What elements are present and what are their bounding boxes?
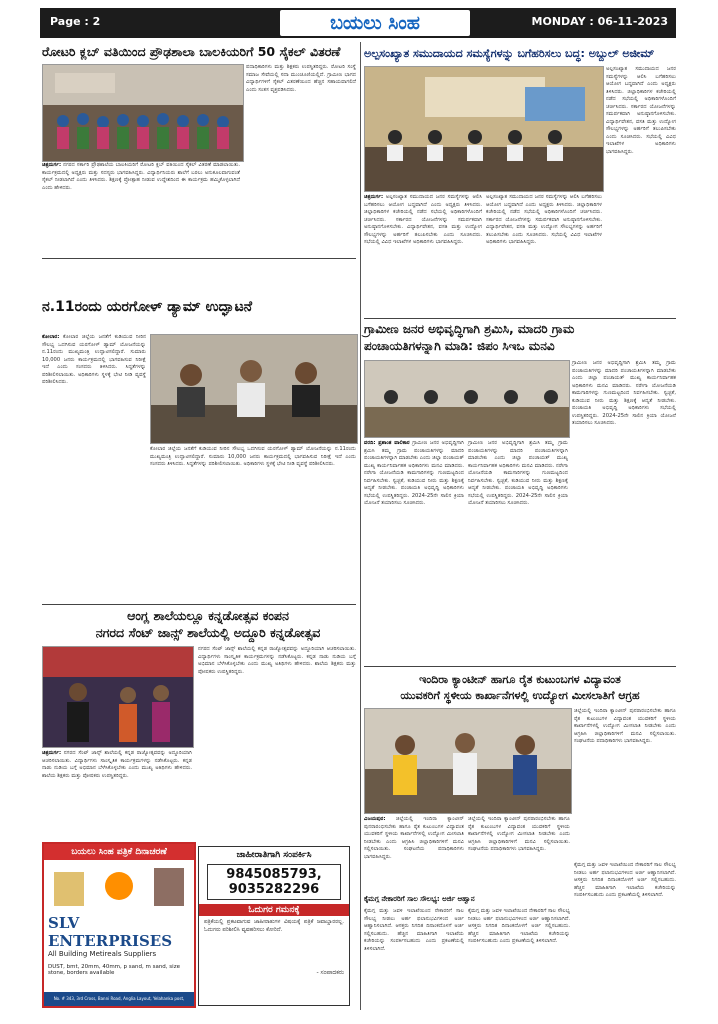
article-body-minority-right: ಅಲ್ಪಸಂಖ್ಯಾತ ಸಮುದಾಯದ ಜನರ ಸಮಸ್ಯೆಗಳನ್ನು ಆಲಿಸಿ ಬಗೆಹರಿಸಲು ಆಯೋಗ ಬದ್ಧವಾಗಿದೆ ಎಂದು ಅಧ್ಯಕ್ಷರು ತಿಳಿಸಿದರು. ಜಿಲ್ಲಾಧಿಕಾರಿಗಳ ಕಚೇರಿಯಲ್ಲಿ ನಡೆದ ಸಭೆಯಲ್ಲಿ ಅಧಿಕಾರಿಗಳೊಂದಿಗೆ ಚರ್ಚಿಸಿದರು. ಸರ್ಕಾರದ ಯೋಜನೆಗಳನ್ನು ಸಮರ್ಪಕವಾಗಿ ಅನುಷ್ಠಾನಗೊಳಿಸಬೇಕು. ವಿದ್ಯಾರ್ಥಿವೇತನ, ವಸತಿ ಮತ್ತು ಉದ್ಯೋಗ ಸೌಲಭ್ಯಗಳನ್ನು ಅರ್ಹರಿಗೆ ತಲುಪಿಸಬೇಕು ಎಂದು ಸೂಚಿಸಿದರು. ಸಭೆಯಲ್ಲಿ ವಿವಿಧ ಇಲಾಖೆಗಳ ಅಧಿಕಾರಿಗಳು ಭಾಗವಹಿಸಿದ್ದರು. [606, 66, 676, 155]
article-body-kannada-fest: ಚಿತ್ರದುರ್ಗ: ನಗರದ ಸೆಂಟ್ ಜಾನ್ಸ್ ಶಾಲೆಯಲ್ಲಿ ಕನ್ನಡ ರಾಜ್ಯೋತ್ಸವವನ್ನು ಅದ್ದೂರಿಯಾಗಿ ಆಚರಿಸಲಾಯಿತು. ವಿದ್ಯಾರ್ಥಿಗಳು ಸಾಂಸ್ಕೃತಿಕ ಕಾರ್ಯಕ್ರಮಗಳನ್ನು ನಡೆಸಿಕೊಟ್ಟರು. ಕನ್ನಡ ನಾಡು ನುಡಿಯ ಬಗ್ಗೆ ಅಭಿಮಾನ ಬೆಳೆಸಿಕೊಳ್ಳಬೇಕು ಎಂದು ಮುಖ್ಯ ಅತಿಥಿಗಳು ಹೇಳಿದರು. ಶಾಲೆಯ ಶಿಕ್ಷಕರು ಮತ್ತು ಪೋಷಕರು ಉಪಸ್ಥಿತರಿದ್ದರು. [42, 750, 192, 779]
article-photo-kannada-fest [42, 646, 194, 748]
dateline: ಚಿತ್ರದುರ್ಗ: [42, 162, 62, 168]
ad-items: DUST, bmt, 20mm, 40mm, p sand, m sand, size stone, borders available [48, 964, 180, 976]
photo-meeting [151, 335, 357, 443]
ad-slv-enterprises [42, 842, 196, 1015]
article-body-canteen-right: ಜಿಲ್ಲೆಯಲ್ಲಿ ಇಂದಿರಾ ಕ್ಯಾಂಟೀನ್ ಪುನರಾರಂಭಿಸಬೇಕು ಹಾಗೂ ರೈತ ಕುಟುಂಬಗಳ ವಿದ್ಯಾವಂತ ಯುವಕರಿಗೆ ಸ್ಥಳೀಯ ಕಾರ್ಖಾನೆಗಳಲ್ಲಿ ಉದ್ಯೋಗ ಮೀಸಲಾತಿ ನೀಡಬೇಕು ಎಂದು ಆಗ್ರಹಿಸಿ ಜಿಲ್ಲಾಧಿಕಾರಿಗಳಿಗೆ ಮನವಿ ಸಲ್ಲಿಸಲಾಯಿತು. ಸಂಘಟನೆಯ ಪದಾಧಿಕಾರಿಗಳು ಭಾಗವಹಿಸಿದ್ದರು. [574, 708, 676, 744]
article-photo-rural [364, 360, 570, 438]
photo-meeting-hall [365, 361, 569, 437]
ad-building-icon [44, 862, 194, 912]
photo-memorandum [365, 709, 571, 813]
ad-address: No. # 343, 3rd Cross, Banni Road, Anglia Layout, Yelahanka post, Bangalore [44, 992, 194, 1006]
article-body-rotary-left: ಚಿತ್ರದುರ್ಗ: ನಗರದ ಸರ್ಕಾರಿ ಪ್ರೌಢಶಾಲೆಯ ಬಾಲಕಿಯರಿಗೆ ರೋಟರಿ ಕ್ಲಬ್ ವತಿಯಿಂದ ಸೈಕಲ್ ವಿತರಣೆ ಮಾಡಲಾಯಿತು. ಕಾರ್ಯಕ್ರಮದಲ್ಲಿ ಅಧ್ಯಕ್ಷರು ಮತ್ತು ಸದಸ್ಯರು ಭಾಗವಹಿಸಿದ್ದರು. ವಿದ್ಯಾರ್ಥಿನಿಯರು ಶಾಲೆಗೆ ಬರಲು ಅನುಕೂಲವಾಗುವಂತೆ ಸೈಕಲ್ ನೀಡಲಾಗಿದೆ ಎಂದು ತಿಳಿಸಿದರು. ಶಿಕ್ಷಣಕ್ಕೆ ಪ್ರೋತ್ಸಾಹ ನೀಡುವ ಉದ್ದೇಶದಿಂದ ಈ ಕಾರ್ಯಕ್ರಮ ಹಮ್ಮಿಕೊಳ್ಳಲಾಗಿದೆ ಎಂದು ಹೇಳಿದರು. [42, 162, 240, 191]
article-body-rural-left: ವರದಿ: ಪ್ರಶಾಂತ ವಾಲಿಕಾರ ಗ್ರಾಮೀಣ ಜನರ ಅಭಿವೃದ್ಧಿಗಾಗಿ ಶ್ರಮಿಸಿ ತಮ್ಮ ಗ್ರಾಮ ಪಂಚಾಯತಿಗಳನ್ನು ಮಾದರಿ ಪಂಚಾಯತಿಗಳನ್ನಾಗಿ ಮಾಡಬೇಕು ಎಂದು ಜಿಲ್ಲಾ ಪಂಚಾಯತ್ ಮುಖ್ಯ ಕಾರ್ಯನಿರ್ವಾಹಕ ಅಧಿಕಾರಿಗಳು ಮನವಿ ಮಾಡಿದರು. ನರೇಗಾ ಯೋಜನೆಯಡಿ ಕಾಮಗಾರಿಗಳನ್ನು ಗುಣಮಟ್ಟದಿಂದ ನಿರ್ವಹಿಸಬೇಕು. ಸ್ವಚ್ಛತೆ, ಕುಡಿಯುವ ನೀರು ಮತ್ತು ಶಿಕ್ಷಣಕ್ಕೆ ಆದ್ಯತೆ ನೀಡಬೇಕು. ಪಂಚಾಯತಿ ಅಭಿವೃದ್ಧಿ ಅಧಿಕಾರಿಗಳು ಸಭೆಯಲ್ಲಿ ಉಪಸ್ಥಿತರಿದ್ದರು. 2024-25ನೇ ಸಾಲಿನ ಕ್ರಿಯಾ ಯೋಜನೆ ತಯಾರಿಸಲು ಸೂಚಿಸಿದರು. [364, 440, 465, 506]
article-subheadline-canteen: ಯುವಕರಿಗೆ ಸ್ಥಳೀಯ ಕಾರ್ಖಾನೆಗಳಲ್ಲಿ ಉದ್ಯೋಗ ಮೀಸಲಾತಿಗೆ ಆಗ್ರಹ [400, 689, 640, 702]
article-photo-canteen [364, 708, 572, 814]
article-body-weavers-left: ಕೈಮಗ್ಗ ಮತ್ತು ಜವಳಿ ಇಲಾಖೆಯಿಂದ ನೇಕಾರರಿಗೆ ಸಾಲ ಸೌಲಭ್ಯ ನೀಡಲು ಅರ್ಹ ಫಲಾನುಭವಿಗಳಿಂದ ಅರ್ಜಿ ಆಹ್ವಾನಿಸಲಾಗಿದೆ. ಆಸಕ್ತರು ನಿಗದಿತ ದಿನಾಂಕದೊಳಗೆ ಅರ್ಜಿ ಸಲ್ಲಿಸಬಹುದು. ಹೆಚ್ಚಿನ ಮಾಹಿತಿಗಾಗಿ ಇಲಾಖೆಯ ಕಚೇರಿಯನ್ನು ಸಂಪರ್ಕಿಸಬಹುದು ಎಂದು ಪ್ರಕಟಣೆಯಲ್ಲಿ ತಿಳಿಸಲಾಗಿದೆ. [364, 908, 464, 952]
article-photo-rotary [42, 64, 244, 162]
photo-group-students [43, 65, 243, 161]
ad-contact-title: ಜಾಹೀರಾತಿಗಾಗಿ ಸಂಪರ್ಕಿಸಿ [236, 850, 312, 860]
article-headline-canteen: ಇಂದಿರಾ ಕ್ಯಾಂಟೀನ್ ಹಾಗೂ ರೈತ ಕುಟುಂಬಗಳ ವಿದ್ಯಾವಂತ [419, 673, 621, 686]
divider [42, 258, 356, 259]
article-subheadline-rural: ಪಂಚಾಯತಿಗಳನ್ನಾಗಿ ಮಾಡಿ: ಜಿಪಂ ಸಿಇಒ ಮನವಿ [364, 339, 555, 353]
article-body-kannada-fest-cont: ನಗರದ ಸೆಂಟ್ ಜಾನ್ಸ್ ಶಾಲೆಯಲ್ಲಿ ಕನ್ನಡ ರಾಜ್ಯೋತ್ಸವವನ್ನು ಅದ್ದೂರಿಯಾಗಿ ಆಚರಿಸಲಾಯಿತು. ವಿದ್ಯಾರ್ಥಿಗಳು ಸಾಂಸ್ಕೃತಿಕ ಕಾರ್ಯಕ್ರಮಗಳನ್ನು ನಡೆಸಿಕೊಟ್ಟರು. ಕನ್ನಡ ನಾಡು ನುಡಿಯ ಬಗ್ಗೆ ಅಭಿಮಾನ ಬೆಳೆಸಿಕೊಳ್ಳಬೇಕು ಎಂದು ಮುಖ್ಯ ಅತಿಥಿಗಳು ಹೇಳಿದರು. ಶಾಲೆಯ ಶಿಕ್ಷಕರು ಮತ್ತು ಪೋಷಕರು ಉಪಸ್ಥಿತರಿದ್ದರು. [198, 646, 356, 675]
ad-banner: ಬಯಲು ಸಿಂಹ ಪತ್ರಿಕೆ ದಿನಾಚರಣೆ [44, 844, 194, 860]
notice-sign: - ಸಂಪಾದಕರು [316, 969, 344, 976]
notice-body: ಪತ್ರಿಕೆಯಲ್ಲಿ ಪ್ರಕಟವಾಗುವ ಜಾಹೀರಾತುಗಳ ವಿಷಯಕ್ಕೆ ಪತ್ರಿಕೆ ಜವಾಬ್ದಾರರಲ್ಲ. ಓದುಗರು ಪರಿಶೀಲಿಸಿ ವ್ಯವಹರಿಸಲು ಕೋರಿದೆ. [204, 919, 344, 933]
notice-title: ಓದುಗರ ಗಮನಕ್ಕೆ [199, 904, 349, 916]
article-headline-weavers: ಕೈಮಗ್ಗ ನೇಕಾರರಿಗೆ ಸಾಲ ಸೌಲಭ್ಯ: ಅರ್ಜಿ ಆಹ್ವಾನ [364, 895, 475, 903]
dateline: ವಿಜಯಪುರ: [364, 816, 386, 822]
dateline: ವರದಿ: ಪ್ರಶಾಂತ ವಾಲಿಕಾರ [364, 440, 410, 446]
article-body-rural-right: ಗ್ರಾಮೀಣ ಜನರ ಅಭಿವೃದ್ಧಿಗಾಗಿ ಶ್ರಮಿಸಿ ತಮ್ಮ ಗ್ರಾಮ ಪಂಚಾಯತಿಗಳನ್ನು ಮಾದರಿ ಪಂಚಾಯತಿಗಳನ್ನಾಗಿ ಮಾಡಬೇಕು ಎಂದು ಜಿಲ್ಲಾ ಪಂಚಾಯತ್ ಮುಖ್ಯ ಕಾರ್ಯನಿರ್ವಾಹಕ ಅಧಿಕಾರಿಗಳು ಮನವಿ ಮಾಡಿದರು. ನರೇಗಾ ಯೋಜನೆಯಡಿ ಕಾಮಗಾರಿಗಳನ್ನು ಗುಣಮಟ್ಟದಿಂದ ನಿರ್ವಹಿಸಬೇಕು. ಸ್ವಚ್ಛತೆ, ಕುಡಿಯುವ ನೀರು ಮತ್ತು ಶಿಕ್ಷಣಕ್ಕೆ ಆದ್ಯತೆ ನೀಡಬೇಕು. ಪಂಚಾಯತಿ ಅಭಿವೃದ್ಧಿ ಅಧಿಕಾರಿಗಳು ಸಭೆಯಲ್ಲಿ ಉಪಸ್ಥಿತರಿದ್ದರು. 2024-25ನೇ ಸಾಲಿನ ಕ್ರಿಯಾ ಯೋಜನೆ ತಯಾರಿಸಲು ಸೂಚಿಸಿದರು. [572, 360, 676, 426]
ad-contact-phone: 9845085793, 9035282296 [207, 864, 341, 900]
article-body-canteen-left: ವಿಜಯಪುರ: ಜಿಲ್ಲೆಯಲ್ಲಿ ಇಂದಿರಾ ಕ್ಯಾಂಟೀನ್ ಪುನರಾರಂಭಿಸಬೇಕು ಹಾಗೂ ರೈತ ಕುಟುಂಬಗಳ ವಿದ್ಯಾವಂತ ಯುವಕರಿಗೆ ಸ್ಥಳೀಯ ಕಾರ್ಖಾನೆಗಳಲ್ಲಿ ಉದ್ಯೋಗ ಮೀಸಲಾತಿ ನೀಡಬೇಕು ಎಂದು ಆಗ್ರಹಿಸಿ ಜಿಲ್ಲಾಧಿಕಾರಿಗಳಿಗೆ ಮನವಿ ಸಲ್ಲಿಸಲಾಯಿತು. ಸಂಘಟನೆಯ ಪದಾಧಿಕಾರಿಗಳು ಭಾಗವಹಿಸಿದ್ದರು. [364, 816, 465, 860]
article-photo-minority [364, 66, 604, 192]
article-body-rural-mid: ಗ್ರಾಮೀಣ ಜನರ ಅಭಿವೃದ್ಧಿಗಾಗಿ ಶ್ರಮಿಸಿ ತಮ್ಮ ಗ್ರಾಮ ಪಂಚಾಯತಿಗಳನ್ನು ಮಾದರಿ ಪಂಚಾಯತಿಗಳನ್ನಾಗಿ ಮಾಡಬೇಕು ಎಂದು ಜಿಲ್ಲಾ ಪಂಚಾಯತ್ ಮುಖ್ಯ ಕಾರ್ಯನಿರ್ವಾಹಕ ಅಧಿಕಾರಿಗಳು ಮನವಿ ಮಾಡಿದರು. ನರೇಗಾ ಯೋಜನೆಯಡಿ ಕಾಮಗಾರಿಗಳನ್ನು ಗುಣಮಟ್ಟದಿಂದ ನಿರ್ವಹಿಸಬೇಕು. ಸ್ವಚ್ಛತೆ, ಕುಡಿಯುವ ನೀರು ಮತ್ತು ಶಿಕ್ಷಣಕ್ಕೆ ಆದ್ಯತೆ ನೀಡಬೇಕು. ಪಂಚಾಯತಿ ಅಭಿವೃದ್ಧಿ ಅಧಿಕಾರಿಗಳು ಸಭೆಯಲ್ಲಿ ಉಪಸ್ಥಿತರಿದ್ದರು. 2024-25ನೇ ಸಾಲಿನ ಕ್ರಿಯಾ ಯೋಜನೆ ತಯಾರಿಸಲು ಸೂಚಿಸಿದರು. [468, 440, 568, 506]
page-header [40, 8, 676, 38]
article-subheadline-kannada-fest: ನಗರದ ಸೆಂಟ್ ಜಾನ್ಸ್ ಶಾಲೆಯಲ್ಲಿ ಅದ್ದೂರಿ ಕನ್ನಡೋತ್ಸವ [95, 625, 321, 640]
article-body-weavers-right: ಕೈಮಗ್ಗ ಮತ್ತು ಜವಳಿ ಇಲಾಖೆಯಿಂದ ನೇಕಾರರಿಗೆ ಸಾಲ ಸೌಲಭ್ಯ ನೀಡಲು ಅರ್ಹ ಫಲಾನುಭವಿಗಳಿಂದ ಅರ್ಜಿ ಆಹ್ವಾನಿಸಲಾಗಿದೆ. ಆಸಕ್ತರು ನಿಗದಿತ ದಿನಾಂಕದೊಳಗೆ ಅರ್ಜಿ ಸಲ್ಲಿಸಬಹುದು. ಹೆಚ್ಚಿನ ಮಾಹಿತಿಗಾಗಿ ಇಲಾಖೆಯ ಕಚೇರಿಯನ್ನು ಸಂಪರ್ಕಿಸಬಹುದು ಎಂದು ಪ್ರಕಟಣೆಯಲ್ಲಿ ತಿಳಿಸಲಾಗಿದೆ. [574, 862, 676, 898]
column-divider [360, 42, 361, 1010]
article-headline-kannada-fest: ಆಂಗ್ಲ ಶಾಲೆಯಲ್ಲೂ ಕನ್ನಡೋತ್ಸವ ಕಂಪನ [127, 608, 289, 623]
article-body-weavers-mid: ಕೈಮಗ್ಗ ಮತ್ತು ಜವಳಿ ಇಲಾಖೆಯಿಂದ ನೇಕಾರರಿಗೆ ಸಾಲ ಸೌಲಭ್ಯ ನೀಡಲು ಅರ್ಹ ಫಲಾನುಭವಿಗಳಿಂದ ಅರ್ಜಿ ಆಹ್ವಾನಿಸಲಾಗಿದೆ. ಆಸಕ್ತರು ನಿಗದಿತ ದಿನಾಂಕದೊಳಗೆ ಅರ್ಜಿ ಸಲ್ಲಿಸಬಹುದು. ಹೆಚ್ಚಿನ ಮಾಹಿತಿಗಾಗಿ ಇಲಾಖೆಯ ಕಚೇರಿಯನ್ನು ಸಂಪರ್ಕಿಸಬಹುದು ಎಂದು ಪ್ರಕಟಣೆಯಲ್ಲಿ ತಿಳಿಸಲಾಗಿದೆ. [468, 908, 570, 944]
article-body-minority-mid: ಅಲ್ಪಸಂಖ್ಯಾತ ಸಮುದಾಯದ ಜನರ ಸಮಸ್ಯೆಗಳನ್ನು ಆಲಿಸಿ ಬಗೆಹರಿಸಲು ಆಯೋಗ ಬದ್ಧವಾಗಿದೆ ಎಂದು ಅಧ್ಯಕ್ಷರು ತಿಳಿಸಿದರು. ಜಿಲ್ಲಾಧಿಕಾರಿಗಳ ಕಚೇರಿಯಲ್ಲಿ ನಡೆದ ಸಭೆಯಲ್ಲಿ ಅಧಿಕಾರಿಗಳೊಂದಿಗೆ ಚರ್ಚಿಸಿದರು. ಸರ್ಕಾರದ ಯೋಜನೆಗಳನ್ನು ಸಮರ್ಪಕವಾಗಿ ಅನುಷ್ಠಾನಗೊಳಿಸಬೇಕು. ವಿದ್ಯಾರ್ಥಿವೇತನ, ವಸತಿ ಮತ್ತು ಉದ್ಯೋಗ ಸೌಲಭ್ಯಗಳನ್ನು ಅರ್ಹರಿಗೆ ತಲುಪಿಸಬೇಕು ಎಂದು ಸೂಚಿಸಿದರು. ಸಭೆಯಲ್ಲಿ ವಿವಿಧ ಇಲಾಖೆಗಳ ಅಧಿಕಾರಿಗಳು ಭಾಗವಹಿಸಿದ್ದರು. [486, 194, 602, 245]
masthead: ಬಯಲು ಸಿಂಹ [280, 10, 470, 36]
article-headline-dam: ನ.11ರಂದು ಯರಗೋಳ್ ಡ್ಯಾಮ್ ಉದ್ಘಾಟನೆ [42, 299, 253, 315]
ad-contact-box [198, 846, 350, 1006]
article-body-minority-left: ಚಿತ್ರದುರ್ಗ: ಅಲ್ಪಸಂಖ್ಯಾತ ಸಮುದಾಯದ ಜನರ ಸಮಸ್ಯೆಗಳನ್ನು ಆಲಿಸಿ ಬಗೆಹರಿಸಲು ಆಯೋಗ ಬದ್ಧವಾಗಿದೆ ಎಂದು ಅಧ್ಯಕ್ಷರು ತಿಳಿಸಿದರು. ಜಿಲ್ಲಾಧಿಕಾರಿಗಳ ಕಚೇರಿಯಲ್ಲಿ ನಡೆದ ಸಭೆಯಲ್ಲಿ ಅಧಿಕಾರಿಗಳೊಂದಿಗೆ ಚರ್ಚಿಸಿದರು. ಸರ್ಕಾರದ ಯೋಜನೆಗಳನ್ನು ಸಮರ್ಪಕವಾಗಿ ಅನುಷ್ಠಾನಗೊಳಿಸಬೇಕು. ವಿದ್ಯಾರ್ಥಿವೇತನ, ವಸತಿ ಮತ್ತು ಉದ್ಯೋಗ ಸೌಲಭ್ಯಗಳನ್ನು ಅರ್ಹರಿಗೆ ತಲುಪಿಸಬೇಕು ಎಂದು ಸೂಚಿಸಿದರು. ಸಭೆಯಲ್ಲಿ ವಿವಿಧ ಇಲಾಖೆಗಳ ಅಧಿಕಾರಿಗಳು ಭಾಗವಹಿಸಿದ್ದರು. [364, 194, 482, 245]
dateline: ಕೋಲಾರ: [42, 334, 60, 340]
article-body-dam: ಕೋಲಾರ: ಕೋಲಾರ ಜಿಲ್ಲೆಯ ಜನತೆಗೆ ಕುಡಿಯುವ ನೀರಿನ ಸೌಲಭ್ಯ ಒದಗಿಸುವ ಯರಗೋಳ್ ಡ್ಯಾಮ್ ಯೋಜನೆಯನ್ನು ನ.11ರಂದು ಮುಖ್ಯಮಂತ್ರಿ ಉದ್ಘಾಟಿಸಲಿದ್ದಾರೆ. ಸುಮಾರು 10,000 ಜನರು ಕಾರ್ಯಕ್ರಮದಲ್ಲಿ ಭಾಗವಹಿಸುವ ನಿರೀಕ್ಷೆ ಇದೆ ಎಂದು ಸಂಸದರು ತಿಳಿಸಿದರು. ಸಿದ್ಧತೆಗಳನ್ನು ಪರಿಶೀಲಿಸಲಾಯಿತು. ಅಧಿಕಾರಿಗಳು ಸ್ಥಳಕ್ಕೆ ಭೇಟಿ ನೀಡಿ ವ್ಯವಸ್ಥೆ ಪರಿಶೀಲಿಸಿದರು. [42, 334, 146, 385]
photo-stage [43, 647, 193, 747]
article-body-dam-cont: ಕೋಲಾರ ಜಿಲ್ಲೆಯ ಜನತೆಗೆ ಕುಡಿಯುವ ನೀರಿನ ಸೌಲಭ್ಯ ಒದಗಿಸುವ ಯರಗೋಳ್ ಡ್ಯಾಮ್ ಯೋಜನೆಯನ್ನು ನ.11ರಂದು ಮುಖ್ಯಮಂತ್ರಿ ಉದ್ಘಾಟಿಸಲಿದ್ದಾರೆ. ಸುಮಾರು 10,000 ಜನರು ಕಾರ್ಯಕ್ರಮದಲ್ಲಿ ಭಾಗವಹಿಸುವ ನಿರೀಕ್ಷೆ ಇದೆ ಎಂದು ಸಂಸದರು ತಿಳಿಸಿದರು. ಸಿದ್ಧತೆಗಳನ್ನು ಪರಿಶೀಲಿಸಲಾಯಿತು. ಅಧಿಕಾರಿಗಳು ಸ್ಥಳಕ್ಕೆ ಭೇಟಿ ನೀಡಿ ವ್ಯವಸ್ಥೆ ಪರಿಶೀಲಿಸಿದರು. [150, 446, 356, 467]
article-headline-minority: ಅಲ್ಪಸಂಖ್ಯಾತ ಸಮುದಾಯದ ಸಮಸ್ಯೆಗಳನ್ನು ಬಗೆಹರಿಸಲು ಬದ್ಧ: ಅಬ್ದುಲ್ ಅಜೀಮ್ [364, 47, 655, 60]
dateline: ಚಿತ್ರದುರ್ಗ: [42, 750, 62, 756]
divider [364, 666, 676, 667]
issue-date: MONDAY : 06-11-2023 [531, 15, 668, 28]
article-headline-rural: ಗ್ರಾಮೀಣ ಜನರ ಅಭಿವೃದ್ಧಿಗಾಗಿ ಶ್ರಮಿಸಿ, ಮಾದರಿ ಗ್ರಾಮ [364, 322, 575, 336]
dateline: ಚಿತ್ರದುರ್ಗ: [364, 194, 384, 200]
article-headline-rotary: ರೋಟರಿ ಕ್ಲಬ್ ವತಿಯಿಂದ ಪ್ರೌಢಶಾಲಾ ಬಾಲಕಿಯರಿಗೆ 50 ಸೈಕಲ್ ವಿತರಣೆ [42, 44, 341, 59]
page-number: Page : 2 [50, 15, 101, 28]
article-body-canteen-mid: ಜಿಲ್ಲೆಯಲ್ಲಿ ಇಂದಿರಾ ಕ್ಯಾಂಟೀನ್ ಪುನರಾರಂಭಿಸಬೇಕು ಹಾಗೂ ರೈತ ಕುಟುಂಬಗಳ ವಿದ್ಯಾವಂತ ಯುವಕರಿಗೆ ಸ್ಥಳೀಯ ಕಾರ್ಖಾನೆಗಳಲ್ಲಿ ಉದ್ಯೋಗ ಮೀಸಲಾತಿ ನೀಡಬೇಕು ಎಂದು ಆಗ್ರಹಿಸಿ ಜಿಲ್ಲಾಧಿಕಾರಿಗಳಿಗೆ ಮನವಿ ಸಲ್ಲಿಸಲಾಯಿತು. ಸಂಘಟನೆಯ ಪದಾಧಿಕಾರಿಗಳು ಭಾಗವಹಿಸಿದ್ದರು. [468, 816, 570, 852]
divider [364, 318, 676, 319]
divider [42, 604, 356, 605]
article-photo-dam [150, 334, 358, 444]
photo-conference [365, 67, 603, 191]
ad-brand: SLV ENTERPRISES [48, 914, 173, 950]
ad-tagline: All Building Metireals Suppliers [48, 950, 157, 958]
article-body-rotary-right: ಪದಾಧಿಕಾರಿಗಳು ಮತ್ತು ಶಿಕ್ಷಕರು ಉಪಸ್ಥಿತರಿದ್ದರು. ರೋಟರಿ ಸಂಸ್ಥೆ ಸಮಾಜ ಸೇವೆಯಲ್ಲಿ ಸದಾ ಮುಂಚೂಣಿಯಲ್ಲಿದೆ. ಗ್ರಾಮೀಣ ಭಾಗದ ವಿದ್ಯಾರ್ಥಿಗಳಿಗೆ ಸೈಕಲ್ ವಿತರಣೆಯಿಂದ ಹೆಚ್ಚಿನ ಸಹಾಯವಾಗಲಿದೆ ಎಂದು ಸಂತಸ ವ್ಯಕ್ತಪಡಿಸಿದರು. [246, 64, 356, 93]
